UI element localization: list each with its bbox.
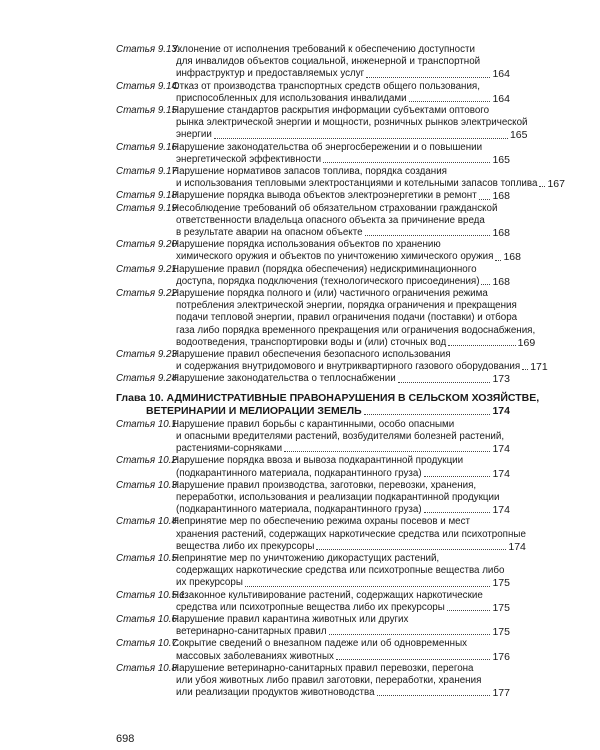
article-page-number: 171 (530, 361, 548, 374)
article-title-line: растениями-сорняками (176, 443, 283, 455)
leader-dots (377, 695, 491, 696)
article-title-line: или убоя животных либо правил заготовки, переработки, хранения (176, 674, 482, 686)
article-title-line: Нарушение правил производства, заготовки, перевозки, хранения, (172, 479, 477, 491)
article-title (172, 44, 510, 81)
toc-entry (116, 203, 510, 240)
article-title-line: переработки, использования и реализации подкарантинной продукции (176, 491, 500, 503)
article-title-line: и опасными вредителями растений, возбудителями болезней растений, (176, 430, 505, 442)
article-label: Статья 10.7. (116, 638, 180, 650)
page-number: 698 (116, 733, 135, 745)
article-title-last-line (172, 337, 535, 349)
article-title-line: ветеринарно-санитарных правил (176, 626, 327, 638)
article-title (172, 166, 565, 190)
article-title-line: энергетической эффективности (176, 153, 322, 165)
article-title-last-line (172, 504, 510, 516)
article-title-line: доступа, порядка подключения (технологического присоединения) (176, 275, 480, 287)
article-title-last-line (172, 178, 565, 190)
article-title-last-line (172, 227, 510, 239)
article-label: Статья 9.17. (116, 166, 180, 178)
article-title (172, 553, 510, 590)
leader-dots (364, 414, 491, 415)
toc-entry (116, 516, 526, 553)
leader-dots (214, 138, 508, 139)
article-title-line: рынка электрической энергии и мощности, розничных рынков электрической (176, 117, 528, 129)
toc-entry (116, 190, 510, 202)
article-title (172, 516, 526, 553)
article-label: Статья 10.6. (116, 613, 180, 625)
article-title-last-line (172, 276, 510, 288)
article-title-last-line (172, 154, 510, 166)
article-title-line: инфраструктур и предоставляемых услуг (176, 68, 365, 80)
article-title (172, 190, 510, 202)
article-title-line: их прекурсоры (176, 577, 243, 589)
article-label: Статья 10.5.1. (116, 589, 188, 601)
leader-dots (245, 586, 491, 587)
leader-dots (481, 284, 490, 285)
article-title-line: водоотведения, транспортировки воды и (или) сточных вод (176, 336, 447, 348)
article-title-last-line (172, 541, 526, 553)
toc-entry (116, 264, 510, 288)
article-title (172, 105, 528, 142)
toc-entry (116, 419, 510, 456)
article-page-number: 174 (492, 504, 510, 517)
leader-dots (366, 77, 490, 78)
toc-entry (116, 638, 510, 662)
article-title-line: Отказ от производства транспортных средств общего пользования, (172, 80, 480, 92)
article-title-line: Нарушение нормативов запасов топлива, порядка создания (172, 166, 447, 178)
leader-dots (448, 345, 515, 346)
toc-section-chapter-9 (116, 44, 565, 386)
toc-section-chapter-10 (116, 418, 526, 700)
article-title-line: Несоблюдение требований об обязательном страховании гражданской (172, 202, 498, 214)
article-title-line: приспособленных для использования инвалидами (176, 92, 407, 104)
article-title-line: для инвалидов объектов социальной, инженерной и транспортной (176, 56, 481, 68)
toc-entry (116, 553, 510, 590)
leader-dots (539, 186, 545, 187)
toc-entry (116, 288, 536, 349)
leader-dots (424, 512, 491, 513)
article-title (172, 288, 535, 349)
toc-entry (116, 663, 510, 700)
toc-entry (116, 44, 510, 81)
article-page-number: 174 (492, 467, 510, 480)
article-label: Статья 10.8. (116, 662, 180, 674)
article-title (172, 349, 548, 373)
article-title-last-line (172, 626, 510, 638)
article-title-last-line (172, 93, 510, 105)
article-title-line: Непринятие мер по обеспечению режима охраны посевов и мест (172, 516, 471, 528)
leader-dots (447, 610, 491, 611)
toc-entry (116, 142, 510, 166)
article-title-last-line (172, 361, 548, 373)
article-page-number: 168 (492, 275, 510, 288)
article-page-number: 168 (492, 190, 510, 203)
article-title-last-line (172, 443, 510, 455)
leader-dots (522, 369, 528, 370)
article-title-line: Нарушение законодательства о теплоснабжении (172, 373, 396, 385)
article-title-line: (подкарантинного материала, подкарантинного груза) (176, 467, 422, 479)
article-title-line: Нарушение законодательства об энергосбережении и о повышении (172, 141, 483, 153)
toc-entry (116, 590, 510, 614)
article-label: Статья 9.21. (116, 263, 180, 275)
article-title-line: ответственности владельца опасного объекта за причинение вреда (176, 214, 485, 226)
article-label: Статья 9.24. (116, 373, 180, 385)
article-title-line: Нарушение правил борьбы с карантинными, особо опасными (172, 418, 455, 430)
article-title-line: Нарушение правил (порядка обеспечения) недискриминационного (172, 263, 477, 275)
toc-entry (116, 105, 528, 142)
article-page-number: 165 (492, 153, 510, 166)
article-title (172, 419, 510, 456)
article-label: Статья 9.22. (116, 288, 180, 300)
article-page-number: 169 (517, 336, 536, 349)
chapter-heading (116, 391, 540, 418)
article-label: Статья 9.13. (116, 44, 180, 55)
chapter-title-last-line (116, 405, 510, 418)
article-label: Статья 9.15. (116, 105, 180, 117)
chapter-title-line-2: ВЕТЕРИНАРИИ И МЕЛИОРАЦИИ ЗЕМЕЛЬ (146, 404, 362, 417)
toc-entry (116, 455, 510, 479)
article-title (172, 373, 510, 385)
article-page-number: 165 (509, 129, 528, 142)
article-label: Статья 9.16. (116, 141, 180, 153)
article-page-number: 173 (492, 373, 510, 386)
toc-entry (116, 480, 510, 517)
toc-entry (116, 349, 548, 374)
article-title-line: хранения растений, содержащих наркотические средства или психотропные (176, 528, 526, 540)
article-title-line: Нарушение ветеринарно-санитарных правил перевозки, перегона (172, 662, 474, 674)
leader-dots (365, 235, 491, 236)
article-title-last-line (172, 251, 521, 263)
article-title-last-line (172, 68, 510, 80)
leader-dots (398, 382, 491, 383)
article-page-number: 164 (492, 92, 510, 105)
article-label: Статья 9.20. (116, 239, 180, 251)
article-title (172, 239, 521, 263)
article-title-line: Незаконное культивирование растений, содержащих наркотические (172, 589, 483, 601)
leader-dots (409, 101, 491, 102)
article-title (172, 614, 510, 638)
article-title-line: Непринятие мер по уничтожению дикорастущих растений, (172, 552, 440, 564)
article-label: Статья 9.14. (116, 80, 180, 92)
article-title-line: содержащих наркотические средства или психотропные вещества либо (176, 565, 505, 577)
article-title-last-line (172, 468, 510, 480)
article-label: Статья 10.5. (116, 552, 180, 564)
article-title-line: газа либо порядка временного прекращения или ограничения водоснабжения, (176, 324, 536, 336)
article-page-number: 174 (508, 540, 526, 553)
article-title-last-line (172, 651, 510, 663)
article-title-line: подачи тепловой энергии, правил ограничения подачи (поставки) и отбора (176, 312, 518, 324)
article-title-line: энергии (176, 129, 212, 141)
article-label: Статья 9.18. (116, 190, 180, 202)
article-title-last-line (172, 687, 510, 699)
leader-dots (284, 451, 490, 452)
toc-entry (116, 239, 521, 264)
article-label: Статья 9.23. (116, 349, 180, 361)
article-title-line: Нарушение правил обеспечения безопасного использования (172, 349, 451, 361)
leader-dots (495, 260, 501, 261)
article-page-number: 174 (492, 443, 510, 456)
article-title-line: Нарушение стандартов раскрытия информации субъектами оптового (172, 105, 490, 117)
chapter-title-line-1: Глава 10. АДМИНИСТРАТИВНЫЕ ПРАВОНАРУШЕНИЯ В СЕЛЬСКОМ ХОЗЯЙСТВЕ, (116, 391, 540, 404)
article-title-line: вещества либо их прекурсоры (176, 540, 315, 552)
article-title-line: Нарушение порядка вывода объектов электроэнергетики в ремонт (172, 190, 477, 202)
article-title-line: Уклонение от исполнения требований к обеспечению доступности (172, 44, 475, 55)
article-label: Статья 10.1. (116, 418, 180, 430)
toc-entry (116, 614, 510, 638)
article-label: Статья 9.19. (116, 202, 180, 214)
article-title-line: средства или психотропные вещества либо их прекурсоры (176, 601, 445, 613)
article-title-line: в результате аварии на опасном объекте (176, 227, 363, 239)
article-title (172, 455, 510, 479)
article-title-line: Нарушение порядка полного и (или) частичного ограничения режима (172, 288, 488, 300)
article-page-number: 177 (492, 687, 510, 700)
article-title (172, 663, 510, 700)
leader-dots (479, 199, 491, 200)
article-title-line: и содержания внутридомового и внутриквартирного газового оборудования (176, 361, 521, 373)
article-page-number: 168 (492, 227, 510, 240)
article-title (172, 203, 510, 240)
article-title (172, 264, 510, 288)
article-label: Статья 10.2. (116, 455, 180, 467)
article-page-number: 176 (492, 650, 510, 663)
article-title-last-line (172, 190, 510, 202)
article-title-line: и использования тепловыми электростанциями и котельными запасов топлива (176, 178, 538, 190)
article-label: Статья 10.4. (116, 516, 180, 528)
article-title-last-line (172, 577, 510, 589)
article-page-number: 175 (492, 601, 510, 614)
article-page-number: 175 (492, 577, 510, 590)
article-title-last-line (172, 373, 510, 385)
article-title (172, 142, 510, 166)
article-title-last-line (172, 129, 528, 141)
article-title-last-line (172, 602, 510, 614)
article-title (172, 590, 510, 614)
article-title-line: Нарушение правил карантина животных или других (172, 613, 409, 625)
leader-dots (316, 549, 506, 550)
chapter-page-number: 174 (492, 404, 510, 417)
article-title (172, 480, 510, 517)
toc-entry (116, 166, 565, 191)
leader-dots (329, 634, 491, 635)
article-title (172, 638, 510, 662)
leader-dots (323, 162, 490, 163)
article-title (172, 81, 510, 105)
article-title-line: (подкарантинного материала, подкарантинного груза) (176, 504, 422, 516)
article-page-number: 167 (547, 178, 565, 191)
leader-dots (336, 659, 491, 660)
article-page-number: 175 (492, 626, 510, 639)
article-title-line: Сокрытие сведений о внезапном падеже или об одновременных (172, 638, 468, 650)
leader-dots (424, 476, 491, 477)
article-page-number: 168 (503, 251, 521, 264)
table-of-contents (116, 44, 565, 700)
article-title-line: Нарушение порядка использования объектов по хранению (172, 239, 441, 251)
toc-entry (116, 373, 510, 385)
article-title-line: химического оружия и объектов по уничтожению химического оружия (176, 251, 494, 263)
article-title-line: потребления электрической энергии, порядка ограничения и прекращения (176, 300, 517, 312)
article-title-line: Нарушение порядка ввоза и вывоза подкарантинной продукции (172, 455, 464, 467)
article-page-number: 164 (492, 68, 510, 81)
article-label: Статья 10.3. (116, 479, 180, 491)
toc-entry (116, 81, 510, 105)
article-title-line: массовых заболеваниях животных (176, 650, 334, 662)
article-title-line: или реализации продуктов животноводства (176, 687, 375, 699)
